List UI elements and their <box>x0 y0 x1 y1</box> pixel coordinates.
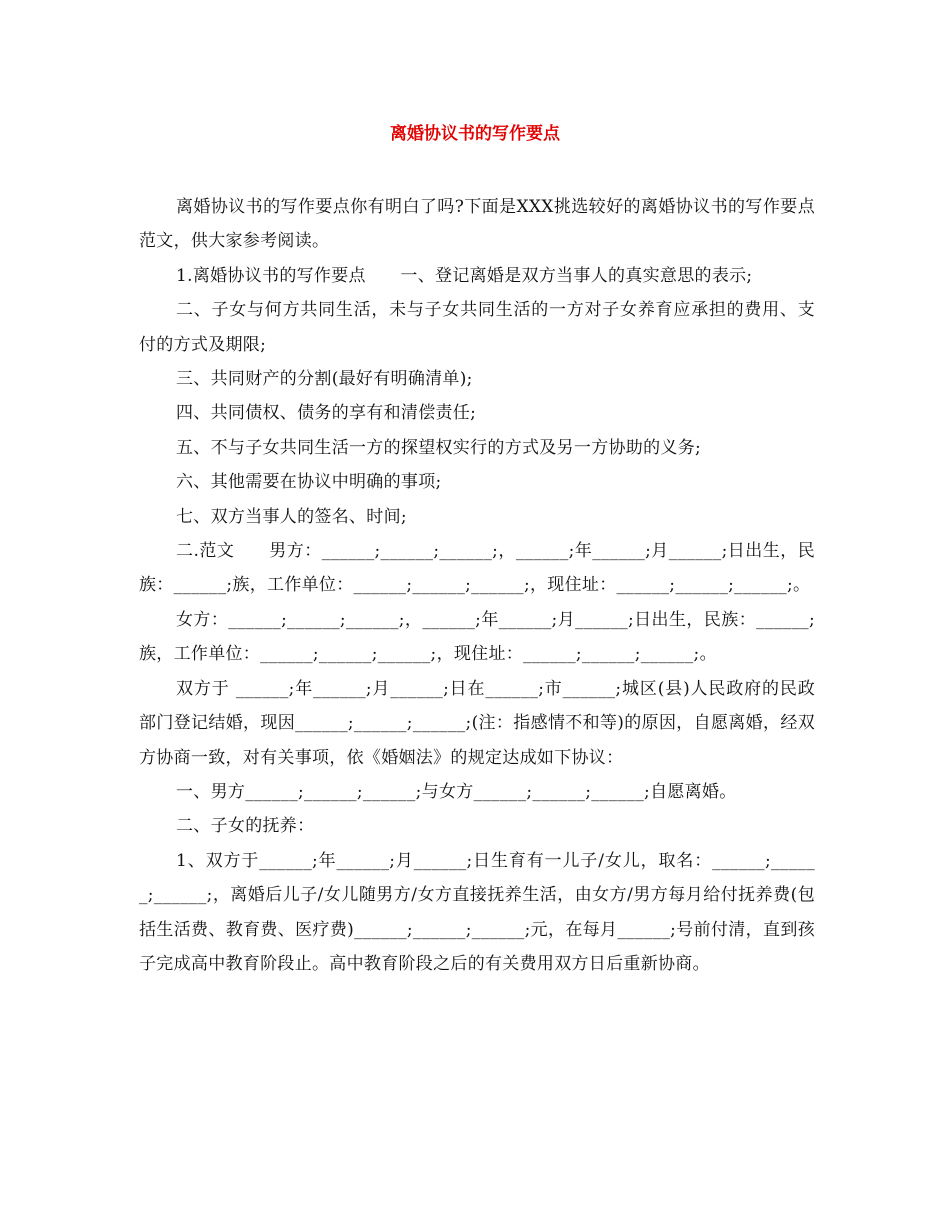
section-1-heading: 1.离婚协议书的写作要点 一、登记离婚是双方当事人的真实意思的表示; <box>176 265 753 286</box>
agreement-clause-2-heading: 二、子女的抚养： <box>176 816 315 837</box>
intro-paragraph: 离婚协议书的写作要点你有明白了吗?下面是XXX挑选较好的离婚协议书的写作要点范文，供大家参考阅读。 <box>139 197 815 252</box>
list-item-5: 五、不与子女共同生活一方的探望权实行的方式及另一方协助的义务; <box>176 437 702 458</box>
list-item-6: 六、其他需要在协议中明确的事项; <box>176 472 442 493</box>
document-body <box>139 190 815 981</box>
list-item-3: 三、共同财产的分割(最好有明确清单); <box>176 369 473 390</box>
list-item-4: 四、共同债权、债务的享有和清偿责任; <box>176 403 477 424</box>
document-title: 离婚协议书的写作要点 <box>390 124 560 144</box>
child-support-paragraph: 1、双方于______;年______;月______;日生育有一儿子/女儿，取名：______;______;______;，离婚后儿子/女儿随男方/女方直接抚养生活，由女方/男方每月给付抚养费(包括生活费、教育费、医疗费)______;______;______;元，在每月______;号前付清，直到孩子完成高中教育阶段止。高中教育阶段之后的有关费用双方日后重新协商。 <box>139 850 815 974</box>
marriage-registration-paragraph: 双方于 ______;年______;月______;日在______;市______;城区(县)人民政府的民政部门登记结婚，现因______;______;______;(注：指感情不和等)的原因，自愿离婚，经双方协商一致，对有关事项，依《婚姻法》的规定达成如下协议： <box>139 678 815 768</box>
sample-wife-info: 女方：______;______;______;，______;年______;月______;日出生，民族：______;族，工作单位：______;______;______;，现住址：______;______;______;。 <box>139 609 815 665</box>
list-item-7: 七、双方当事人的签名、时间; <box>176 506 407 527</box>
list-item-2: 二、子女与何方共同生活，未与子女共同生活的一方对子女养育应承担的费用、支付的方式及期限; <box>139 300 815 355</box>
agreement-clause-1: 一、男方______;______;______;与女方______;______;______;自愿离婚。 <box>176 781 737 802</box>
sample-husband-info: 二.范文 男方：______;______;______;，______;年______;月______;日出生，民族：______;族，工作单位：______;______;______;，现住址：______;______;______;。 <box>139 541 815 596</box>
